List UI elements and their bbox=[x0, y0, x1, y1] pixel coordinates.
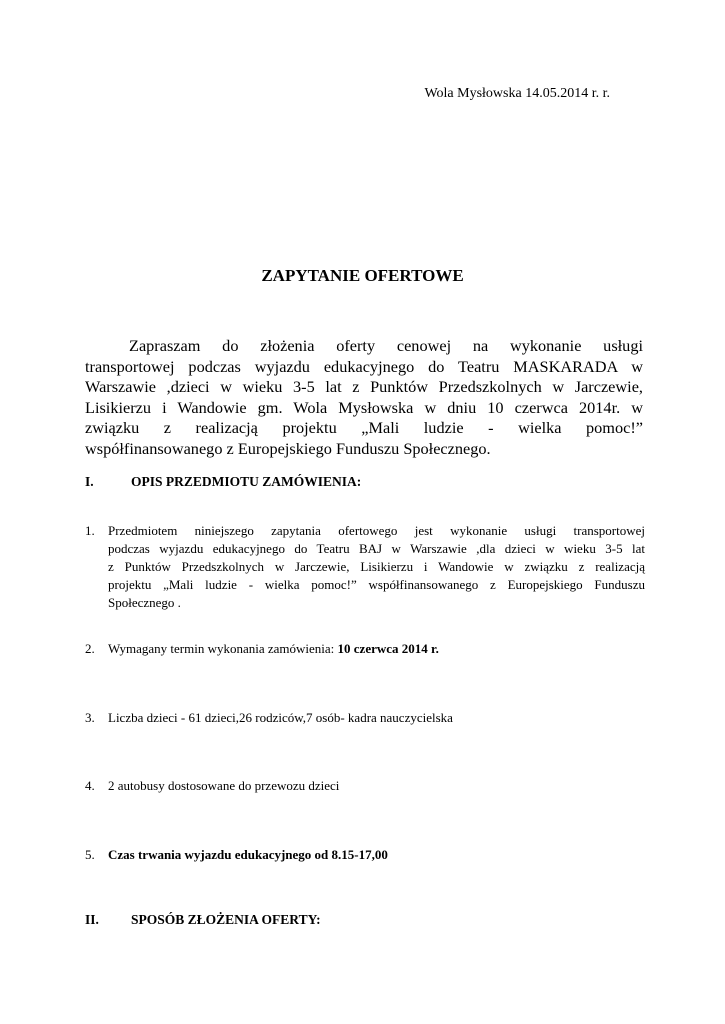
intro-line: transportowej podczas wyjazdu edukacyjnego do Teatru MASKARADA w bbox=[85, 356, 643, 376]
list-item-5 bbox=[85, 846, 645, 864]
section-title: OPIS PRZEDMIOTU ZAMÓWIENIA: bbox=[131, 474, 362, 489]
document-title: ZAPYTANIE OFERTOWE bbox=[261, 266, 464, 285]
item-text: Wymagany termin wykonania zamówienia: bbox=[108, 641, 338, 656]
list-item-4 bbox=[85, 777, 645, 795]
item-line: z Punktów Przedszkolnych w Jarczewie, Lisikierzu i Wandowie w związku z realizacją bbox=[108, 559, 645, 574]
intro-line: Zapraszam do złożenia oferty cenowej na wykonanie usługi bbox=[129, 336, 643, 355]
intro-line: związku z realizacją projektu „Mali ludzie - wielka pomoc!” bbox=[85, 418, 643, 438]
item-text-bold: Czas trwania wyjazdu edukacyjnego od 8.15-17,00 bbox=[108, 847, 388, 862]
section-number: II. bbox=[85, 912, 99, 927]
intro-paragraph bbox=[85, 336, 643, 460]
item-line: projektu „Mali ludzie - wielka pomoc!” współfinansowanego z Europejskiego Funduszu bbox=[108, 577, 645, 592]
section-title: SPOSÓB ZŁOŻENIA OFERTY: bbox=[131, 912, 321, 927]
list-item-2 bbox=[85, 640, 645, 658]
section-heading-2 bbox=[85, 912, 321, 928]
item-text: 2 autobusy dostosowane do przewozu dzieci bbox=[108, 778, 340, 793]
section-number: I. bbox=[85, 474, 94, 489]
section-heading-1 bbox=[85, 474, 361, 490]
list-number: 2. bbox=[85, 641, 95, 656]
intro-line: Lisikierzu i Wandowie gm. Wola Mysłowska w dniu 10 czerwca 2014r. w bbox=[85, 397, 643, 417]
item-line: Społecznego . bbox=[108, 595, 181, 610]
list-item-text bbox=[108, 522, 645, 612]
item-text: Liczba dzieci - 61 dzieci,26 rodziców,7 osób- kadra nauczycielska bbox=[108, 710, 453, 725]
intro-line: współfinansowanego z Europejskiego Funduszu Społecznego. bbox=[85, 438, 491, 458]
list-item-1 bbox=[85, 522, 645, 612]
item-line: Przedmiotem niniejszego zapytania ofertowego jest wykonanie usługi transportowej bbox=[108, 523, 645, 538]
intro-line: Warszawie ,dzieci w wieku 3-5 lat z Punktów Przedszkolnych w Jarczewie, bbox=[85, 377, 643, 397]
list-item-3 bbox=[85, 709, 645, 727]
list-number: 5. bbox=[85, 847, 95, 862]
item-line: podczas wyjazdu edukacyjnego do Teatru BAJ w Warszawie ,dla dzieci w wieku 3-5 lat bbox=[108, 541, 645, 556]
list-number: 4. bbox=[85, 778, 95, 793]
date-line: Wola Mysłowska 14.05.2014 r. r. bbox=[424, 86, 610, 101]
list-number: 3. bbox=[85, 710, 95, 725]
list-number: 1. bbox=[85, 523, 95, 538]
item-date-bold: 10 czerwca 2014 r. bbox=[337, 641, 439, 656]
